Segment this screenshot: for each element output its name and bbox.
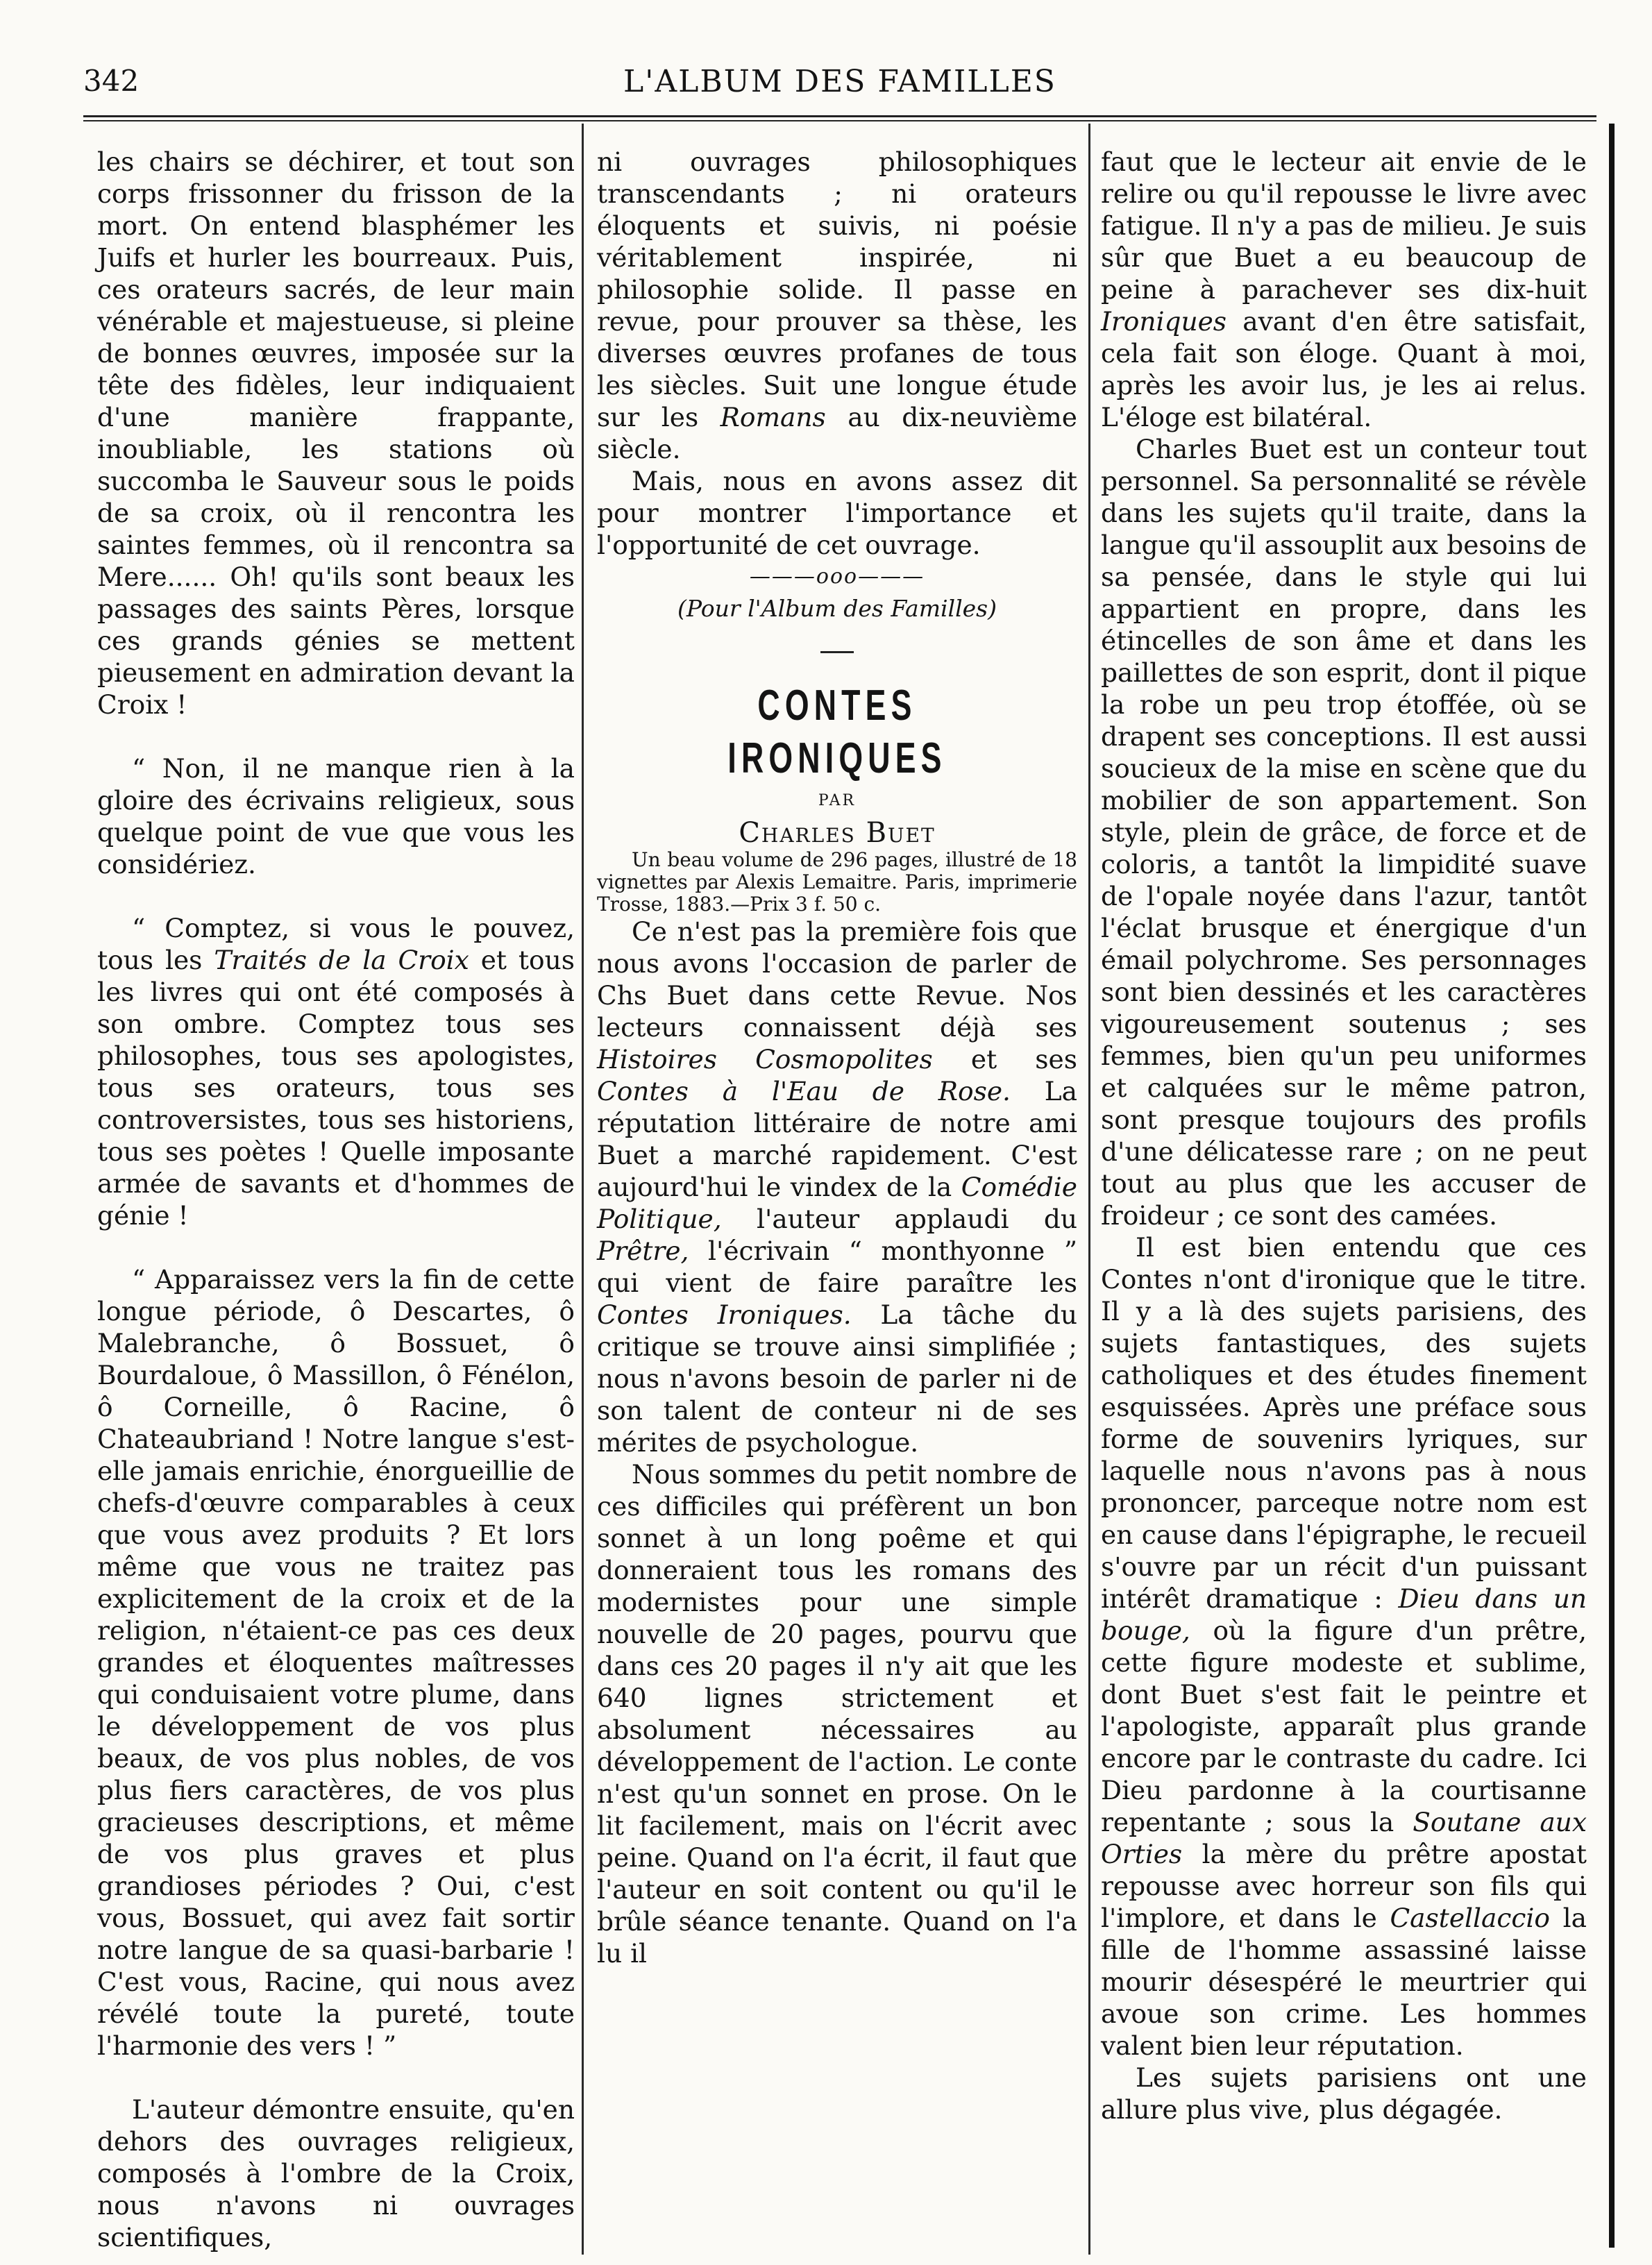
col1-paragraph-4: “ Apparaissez vers la fin de cette longue période, ô Descartes, ô Malebranche, ô Bossuet, ô Bourdaloue, ô Massillon, ô Fénélon, ô Corneille, ô Racine, ô Chateaubriand ! Notre langue s'est-elle jamais enrichie, énorgueillie de chefs-d'œuvre comparables à ceux que vous avez produits ? Et lors même que vous ne traitez pas explicitement de la croix et de la religion, n'étaient-ce pas ces deux grandes et éloquentes maîtresses qui conduisaient votre plume, dans le développement de vos plus beaux, de vos plus nobles, de vos plus fiers caractères, de vos plus gracieuses descriptions, et même de vos plus graves et plus grandioses périodes ? Oui, c'est vous, Bossuet, qui avez fait sortir notre langue de sa quasi-barbarie ! C'est vous, Racine, qui nous avez révélé toute la pureté, toute l'harmonie des vers ! ”: [97, 1264, 575, 2061]
section-ornament: ———ooo———: [749, 564, 925, 589]
book-title: CONTES IRONIQUES: [727, 682, 947, 782]
col1-paragraph-2: “ Non, il ne manque rien à la gloire des écrivains religieux, sous quelque point de vue que vous les considériez.: [97, 753, 575, 879]
page-header: [83, 60, 1596, 108]
col2-paragraph-3: Ce n'est pas la première fois que nous avons l'occasion de parler de Chs Buet dans cette Revue. Nos lecteurs connaissent déjà ses Histoires Cosmopolites et ses Contes à l'Eau de Rose. La réputation littéraire de notre ami Buet a marché rapidement. C'est aujourd'hui le vindex de la Comédie Politique, l'auteur applaudi du Prêtre, l'écrivain “ monthyonne ” qui vient de faire paraître les Contes Ironiques. La tâche du critique se trouve ainsi simplifiée ; nous n'avons besoin de parler ni de son talent de conteur ni de ses mérites de psychologue.: [597, 916, 1078, 1458]
col3-paragraph-3: Il est bien entendu que ces Contes n'ont d'ironique que le titre. Il y a là des sujets parisiens, des sujets fantastiques, des sujets catholiques et des études finement esquissées. Après une préface sous forme de souvenirs lyriques, sur laquelle nous n'avons pas à nous prononcer, parceque notre nom est en cause dans l'épigraphe, le recueil s'ouvre par un récit d'un puissant intérêt dramatique : Dieu dans un bouge, où la figure d'un prêtre, cette figure modeste et sublime, dont Buet s'est fait le peintre et l'apologiste, apparaît plus grande encore par le contraste du cadre. Ici Dieu pardonne à la courtisanne repentante ; sous la Soutane aux Orties la mère du prêtre apostat repousse avec horreur son fils qui l'implore, et dans le Castellaccio la fille de l'homme assassiné laisse mourir désespéré le meurtrier qui avoue son crime. Les hommes valent bien leur réputation.: [1101, 1232, 1587, 2061]
page-edge-rule: [1609, 124, 1615, 2248]
byline-par: PAR: [818, 792, 857, 809]
col2-paragraph-1: ni ouvrages philosophiques transcendants ; ni orateurs éloquents et suivis, ni poésie véritablement inspirée, ni philosophie solide. Il passe en revue, pour prouver sa thèse, les diverses œuvres profanes de tous les siècles. Suit une longue étude sur les Romans au dix-neuvième siècle.: [597, 146, 1077, 464]
header-rule: [83, 115, 1596, 121]
col2-paragraph-4: Nous sommes du petit nombre de ces difficiles qui préfèrent un bon sonnet à un long poême et qui donneraient tous les romans des modernistes pour une simple nouvelle de 20 pages, pourvu que dans ces 20 pages il n'y ait que les 640 lignes strictement et absolument nécessaires au développement de l'action. Le conte n'est qu'un sonnet en prose. On le lit facilement, mais on l'écrit avec peine. Quand on l'a écrit, il faut que l'auteur en soit content ou qu'il le brûle séance tenante. Quand on l'a lu il: [597, 1459, 1077, 1969]
column-3: [1101, 146, 1587, 2125]
column-divider-1: [582, 124, 584, 2255]
short-dash-divider: [820, 651, 854, 653]
col3-paragraph-4: Les sujets parisiens ont une allure plus vive, plus dégagée.: [1101, 2062, 1587, 2125]
col1-paragraph-3: “ Comptez, si vous le pouvez, tous les Traités de la Croix et tous les livres qui ont été composés à son ombre. Comptez tous ses philosophes, tous ses apologistes, tous ses orateurs, tous ses controversistes, tous ses historiens, tous ses poètes ! Quelle imposante armée de savants et d'hommes de génie !: [97, 913, 575, 1231]
running-title: L'ALBUM DES FAMILLES: [623, 64, 1056, 99]
italic-title: Romans: [720, 402, 826, 432]
bibliographic-note: Un beau volume de 296 pages, illustré de 18 vignettes par Alexis Lemaitre. Paris, imprimerie Trosse, 1883.—Prix 3 f. 50 c.: [597, 848, 1077, 916]
col3-paragraph-1: faut que le lecteur ait envie de le relire ou qu'il repousse le livre avec fatigue. Il n'y a pas de milieu. Je suis sûr que Buet a eu beaucoup de peine à parachever ses dix-huit Ironiques avant d'en être satisfait, cela fait son éloge. Quant à moi, après les avoir lus, je les ai relus. L'éloge est bilatéral.: [1101, 146, 1587, 432]
column-divider-2: [1088, 124, 1090, 2255]
column-1: [97, 146, 575, 2253]
col1-paragraph-5: L'auteur démontre ensuite, qu'en dehors des ouvrages religieux, composés à l'ombre de la Croix, nous n'avons ni ouvrages scientifiques,: [97, 2094, 575, 2253]
source-credit: (Pour l'Album des Familles): [677, 595, 997, 622]
italic-title: Traités de la Croix: [214, 945, 469, 975]
page-number: 342: [83, 64, 140, 98]
col1-paragraph-1: les chairs se déchirer, et tout son corps frissonner du frisson de la mort. On entend blasphémer les Juifs et hurler les bourreaux. Puis, ces orateurs sacrés, de leur main vénérable et majestueuse, si pleine de bonnes œuvres, imposée sur la tête des fidèles, leur indiquaient d'une manière frappante, inoubliable, les stations où succomba le Sauveur sous le poids de sa croix, où il rencontra les saintes femmes, où il rencontra sa Mere...... Oh! qu'ils sont beaux les passages des saints Pères, lorsque ces grands génies se mettent pieusement en admiration devant la Croix !: [97, 146, 575, 720]
column-2: [597, 146, 1077, 1969]
author-name: Charles Buet: [739, 817, 936, 849]
col2-paragraph-2: Mais, nous en avons assez dit pour montrer l'importance et l'opportunité de cet ouvrage.: [597, 466, 1077, 560]
col3-paragraph-2: Charles Buet est un conteur tout personnel. Sa personnalité se révèle dans les sujets qu'il traite, dans la langue qu'il assouplit aux besoins de sa pensée, dans le style qui lui appartient en propre, dans les étincelles de son âme et dans les paillettes de son esprit, dont il pique la robe un peu trop étoffée, où se drapent ses conceptions. Il est aussi soucieux de la mise en scène que du mobilier de son appartement. Son style, plein de grâce, de force et de coloris, a tantôt la limpidité suave de l'opale noyée dans l'azur, tantôt l'éclat brusque et énergique d'un émail polychrome. Ses personnages sont bien dessinés et les caractères vigoureusement soutenus ; ses femmes, bien qu'un peu uniformes et calquées sur le même patron, sont presque toujours des profils d'une délicatesse rare ; on ne peut tout au plus que les accuser de froideur ; ce sont des camées.: [1101, 434, 1587, 1231]
